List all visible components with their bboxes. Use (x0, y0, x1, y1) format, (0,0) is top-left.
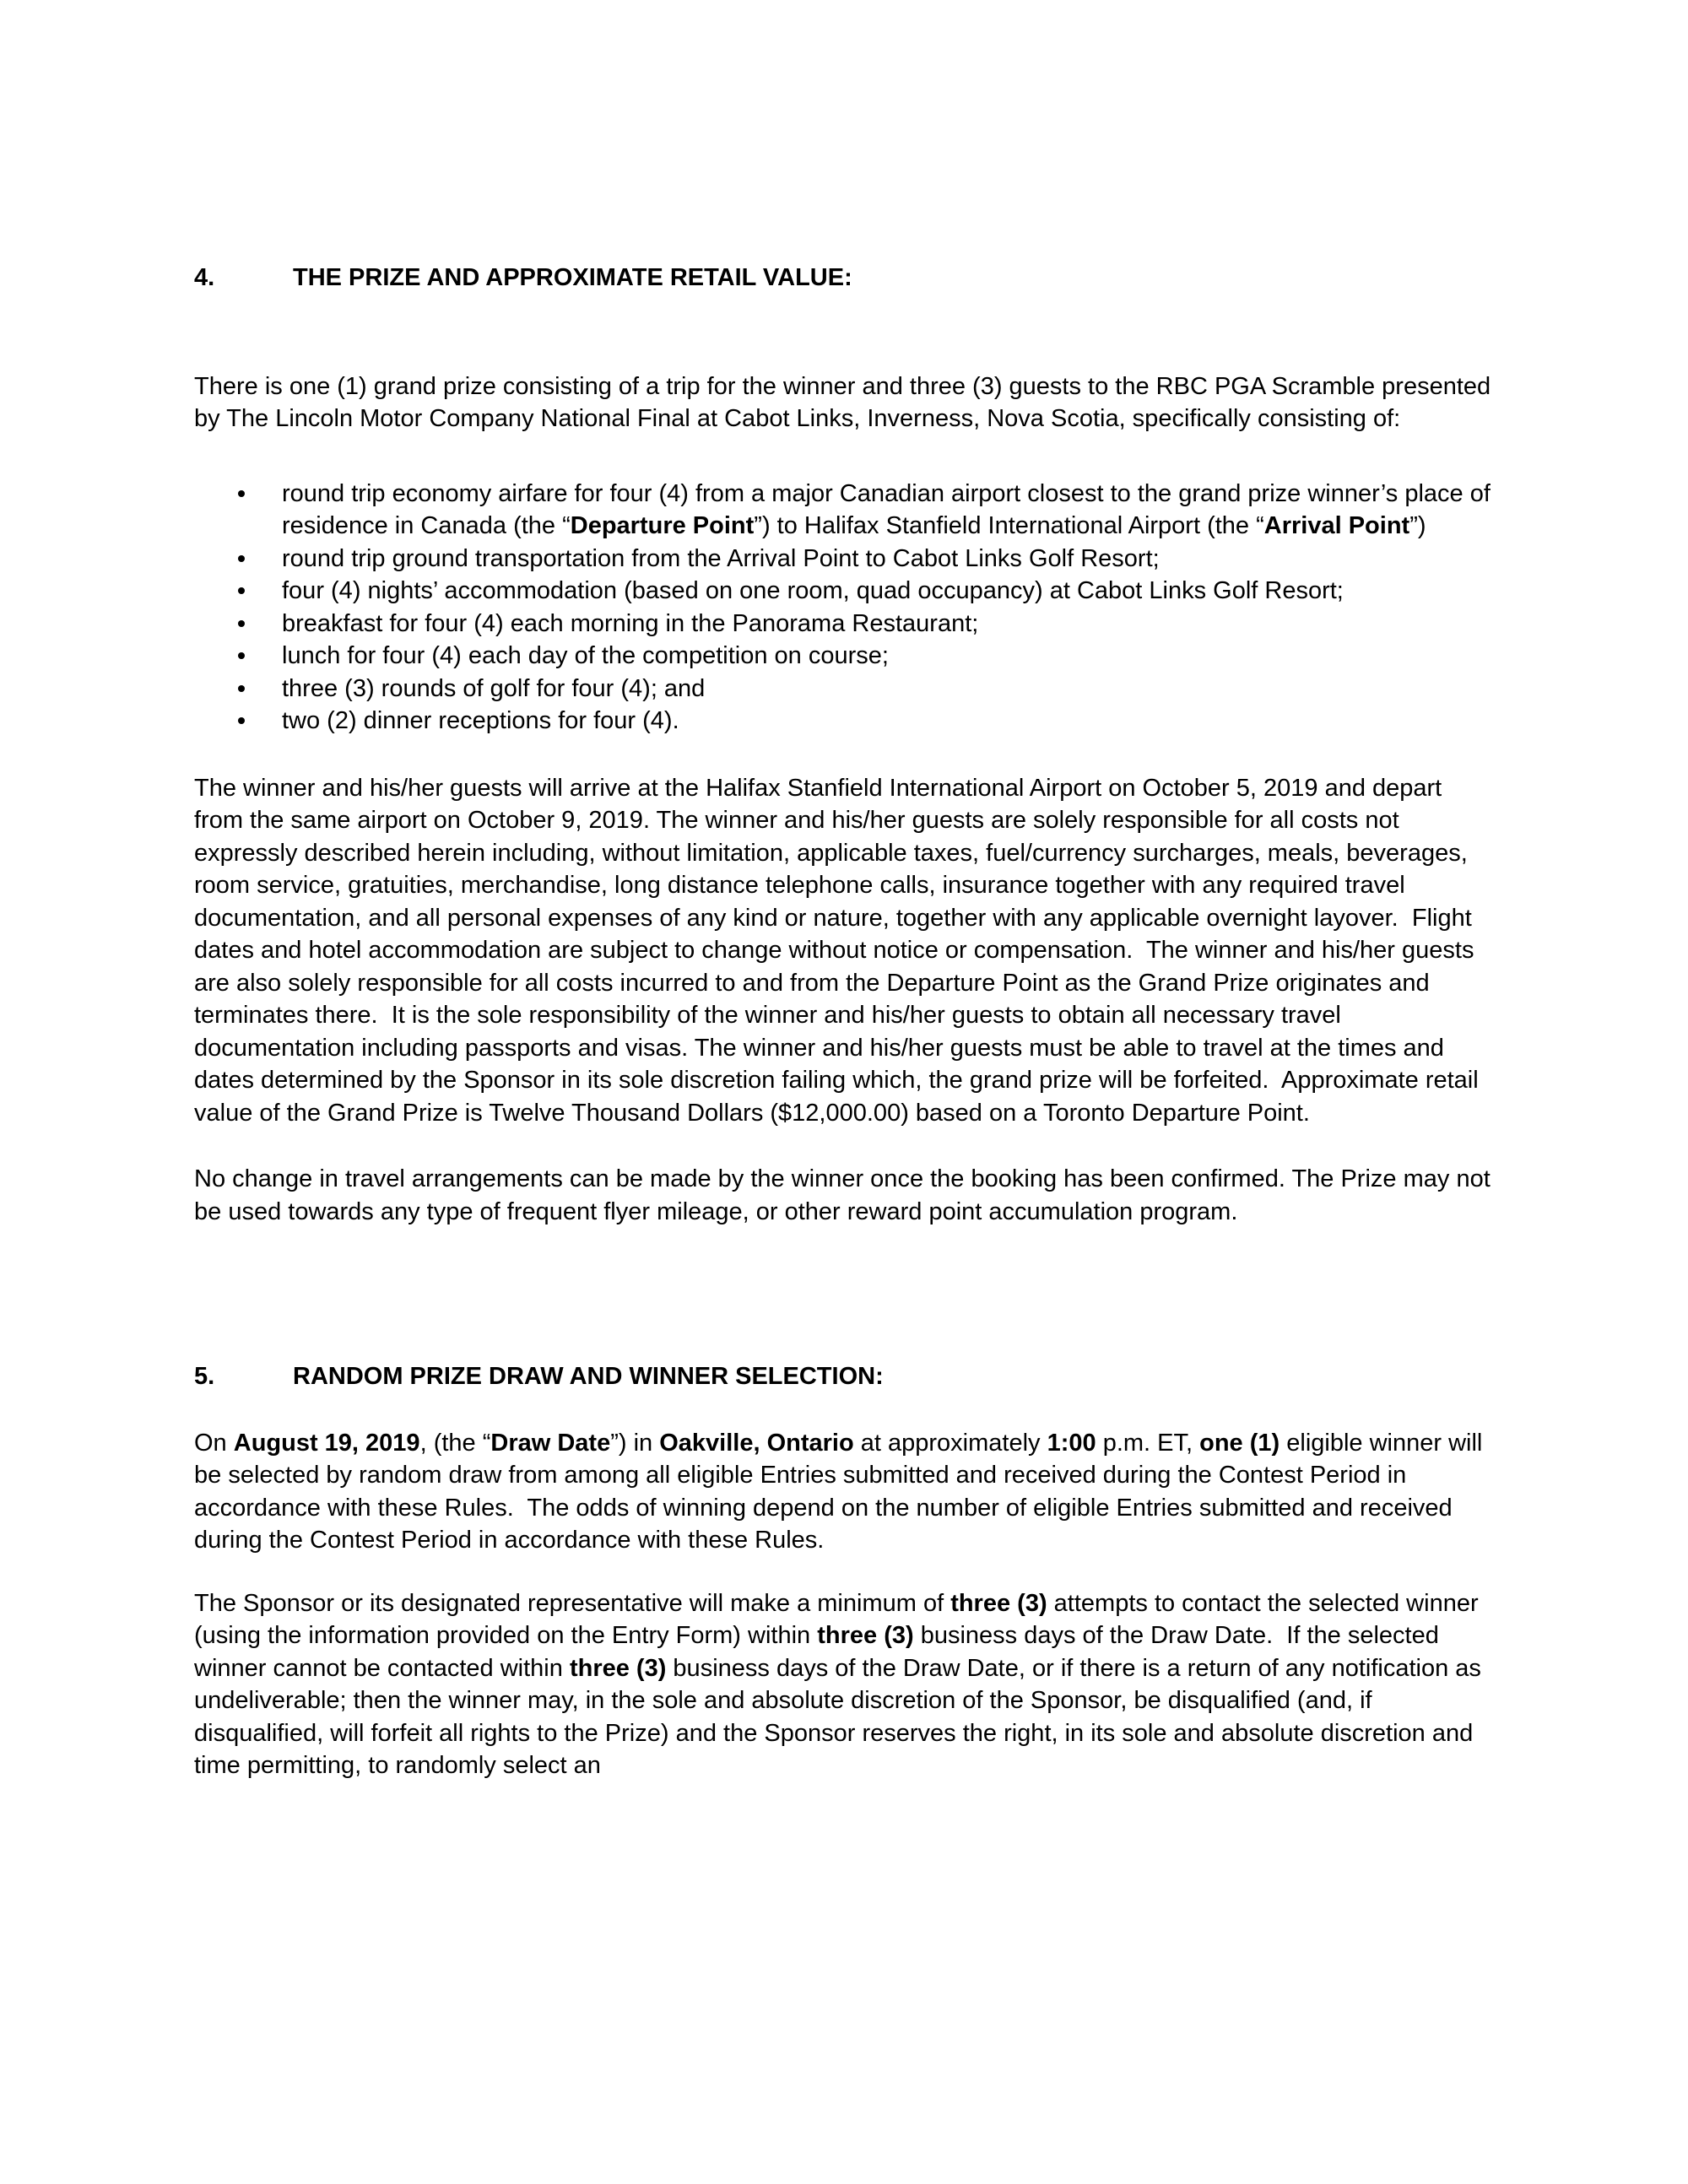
section-4 (194, 262, 1496, 1228)
travel-details-paragraph: The winner and his/her guests will arrive at the Halifax Stanfield International Airport on October 5, 2019 and depart from the same airport on October 9, 2019. The winner and his/her guests are solely responsible for all costs not expressly described herein including, without limitation, applicable taxes, fuel/currency surcharges, meals, beverages, room service, gratuities, merchandise, long distance telephone calls, insurance together with any required travel documentation, and all personal expenses of any kind or nature, together with any applicable overnight layover. Flight dates and hotel accommodation are subject to change without notice or compensation. The winner and his/her guests are also solely responsible for all costs incurred to and from the Departure Point as the Grand Prize originates and terminates there. It is the sole responsibility of the winner and his/her guests to obtain all necessary travel documentation including passports and visas. The winner and his/her guests must be able to travel at the times and dates determined by the Sponsor in its sole discretion failing which, the grand prize will be forfeited. Approximate retail value of the Grand Prize is Twelve Thousand Dollars ($12,000.00) based on a Toronto Departure Point. (194, 774, 1485, 1127)
section-4-title: THE PRIZE AND APPROXIMATE RETAIL VALUE: (293, 264, 852, 291)
section-5-heading (194, 1360, 1496, 1393)
section-5-title: RANDOM PRIZE DRAW AND WINNER SELECTION: (293, 1363, 884, 1390)
list-item-accommodation: four (4) nights’ accommodation (based on one room, quad occupancy) at Cabot Links Golf Resort; (194, 575, 1496, 608)
section-4-number: 4. (194, 264, 215, 291)
list-item-dinner-receptions: two (2) dinner receptions for four (4). (194, 705, 1496, 738)
section-4-heading (194, 262, 1496, 295)
no-change-paragraph: No change in travel arrangements can be made by the winner once the booking has been confirmed. The Prize may not be used towards any type of frequent flyer mileage, or other reward point accumulation program. (194, 1165, 1497, 1225)
list-item-breakfast: breakfast for four (4) each morning in the Panorama Restaurant; (194, 608, 1496, 641)
list-item-lunch: lunch for four (4) each day of the competition on course; (194, 640, 1496, 673)
winner-contact-paragraph: The Sponsor or its designated representative will make a minimum of three (3) attempts to contact the selected winner (using the information provided on the Entry Form) within three (3) business days of the Draw Date. If the selected winner cannot be contacted within three (3) business days of the Draw Date, or if there is a return of any notification as undeliverable; then the winner may, in the sole and absolute discretion of the Sponsor, be disqualified (and, if disqualified, will forfeit all rights to the Prize) and the Sponsor reserves the right, in its sole and absolute discretion and time permitting, to randomly select an (194, 1589, 1488, 1779)
prize-components-list (194, 478, 1496, 738)
section-5 (194, 1360, 1496, 1782)
section-5-number: 5. (194, 1363, 215, 1390)
draw-date-paragraph: On August 19, 2019, (the “Draw Date”) in Oakville, Ontario at approximately 1:00 p.m. ET, one (1) eligible winner will be selected by random draw from among all eligible Entries submitted and received during the Contest Period in accordance with these Rules. The odds of winning depend on the number of eligible Entries submitted and received during the Contest Period in accordance with these Rules. (194, 1429, 1490, 1554)
prize-intro-paragraph: There is one (1) grand prize consisting of a trip for the winner and three (3) guests to the RBC PGA Scramble presented by The Lincoln Motor Company National Final at Cabot Links, Inverness, Nova Scotia, specifically consisting of: (194, 372, 1498, 432)
list-item-airfare: round trip economy airfare for four (4) from a major Canadian airport closest to the grand prize winner’s place of residence in Canada (the “Departure Point”) to Halifax Stanfield International Airport (the “Arrival Point”) (194, 478, 1496, 543)
list-item-golf-rounds: three (3) rounds of golf for four (4); and (194, 673, 1496, 705)
list-item-ground-transport: round trip ground transportation from the Arrival Point to Cabot Links Golf Resort; (194, 543, 1496, 576)
